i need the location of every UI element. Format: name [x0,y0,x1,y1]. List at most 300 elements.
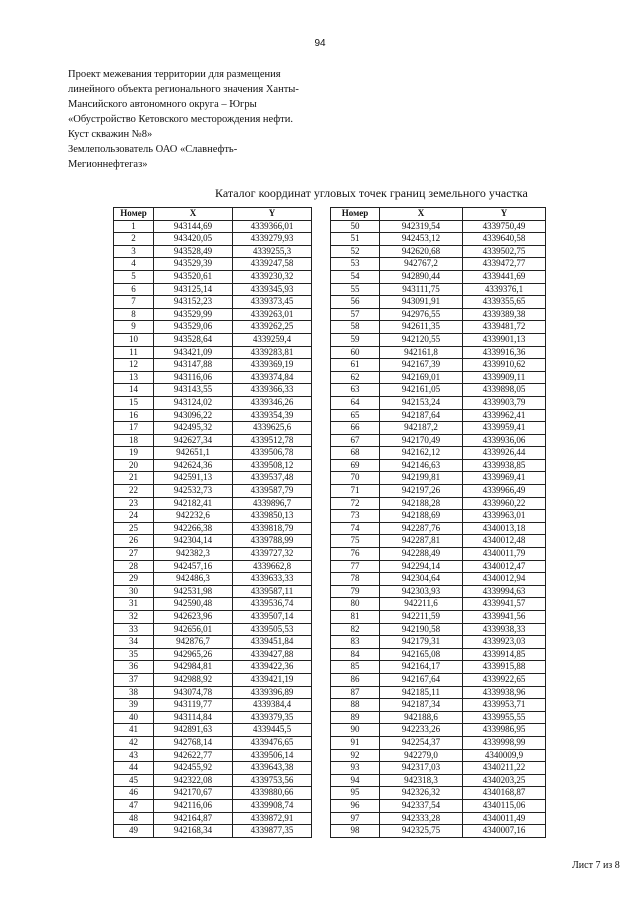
coord-y: 4339640,58 [463,233,546,246]
coord-x: 943421,09 [154,346,233,359]
point-number: 40 [114,711,154,724]
coord-x: 942211,6 [380,598,463,611]
coordinates-table-left [113,207,312,838]
point-number: 8 [114,308,154,321]
table-row [114,560,312,573]
table-row [114,283,312,296]
point-number: 41 [114,724,154,737]
coord-x: 942651,1 [154,447,233,460]
coord-x: 943147,88 [154,359,233,372]
coord-y: 4339753,56 [233,774,312,787]
coord-y: 4339788,99 [233,535,312,548]
coord-y: 4339476,65 [233,736,312,749]
table-row [114,308,312,321]
table-row [114,422,312,435]
coord-y: 4340012,48 [463,535,546,548]
table-row [331,510,546,523]
table-row [331,636,546,649]
table-row [331,749,546,762]
table-row [114,522,312,535]
point-number: 79 [331,585,380,598]
coord-y: 4339366,33 [233,384,312,397]
point-number: 74 [331,522,380,535]
coord-y: 4339366,01 [233,220,312,233]
coord-x: 942187,2 [380,422,463,435]
point-number: 69 [331,459,380,472]
table-row [114,686,312,699]
table-row [114,535,312,548]
coord-x: 942486,3 [154,573,233,586]
coord-y: 4339960,22 [463,497,546,510]
point-number: 73 [331,510,380,523]
coord-x: 943125,14 [154,283,233,296]
coord-x: 942120,55 [380,333,463,346]
point-number: 17 [114,422,154,435]
point-number: 85 [331,661,380,674]
coord-y: 4339506,78 [233,447,312,460]
point-number: 88 [331,699,380,712]
point-number: 76 [331,548,380,561]
table-row [331,233,546,246]
coord-x: 943420,05 [154,233,233,246]
table-row [331,422,546,435]
table-header-row [331,208,546,221]
table-row [114,611,312,624]
coord-x: 943114,84 [154,711,233,724]
coord-x: 942187,34 [380,699,463,712]
table-row [114,749,312,762]
table-row [114,673,312,686]
coord-y: 4339354,39 [233,409,312,422]
coord-y: 4339283,81 [233,346,312,359]
coord-y: 4339537,48 [233,472,312,485]
coord-x: 942627,34 [154,434,233,447]
coord-y: 4339938,96 [463,686,546,699]
coord-x: 942495,32 [154,422,233,435]
point-number: 4 [114,258,154,271]
coord-y: 4339962,41 [463,409,546,422]
point-number: 54 [331,270,380,283]
coord-y: 4339896,7 [233,497,312,510]
coord-y: 4339910,62 [463,359,546,372]
header-x: X [154,208,233,221]
point-number: 53 [331,258,380,271]
coord-x: 942620,68 [380,245,463,258]
coord-y: 4339481,72 [463,321,546,334]
coord-y: 4339909,11 [463,371,546,384]
table-row [331,245,546,258]
coord-y: 4339374,84 [233,371,312,384]
table-row [331,661,546,674]
coord-x: 942337,54 [380,799,463,812]
point-number: 35 [114,648,154,661]
coord-x: 943091,91 [380,296,463,309]
project-line: Мансийского автономного округа – Югры [68,99,257,110]
point-number: 60 [331,346,380,359]
coord-y: 4339355,65 [463,296,546,309]
coord-y: 4339262,25 [233,321,312,334]
table-row [331,308,546,321]
table-row [331,447,546,460]
point-number: 18 [114,434,154,447]
table-row [114,736,312,749]
coord-x: 942768,14 [154,736,233,749]
coord-y: 4339903,79 [463,396,546,409]
point-number: 15 [114,396,154,409]
coord-x: 942623,96 [154,611,233,624]
table-row [331,762,546,775]
coord-y: 4339938,85 [463,459,546,472]
coord-y: 4339505,53 [233,623,312,636]
point-number: 6 [114,283,154,296]
table-row [331,686,546,699]
project-line: «Обустройство Кетовского месторождения нефти. [68,114,293,125]
coord-x: 942988,92 [154,673,233,686]
coord-y: 4339422,36 [233,661,312,674]
table-row [331,623,546,636]
coord-y: 4339938,33 [463,623,546,636]
table-row [331,825,546,838]
point-number: 42 [114,736,154,749]
coord-y: 4339230,32 [233,270,312,283]
coord-y: 4339966,49 [463,485,546,498]
table-row [331,736,546,749]
coord-y: 4339263,01 [233,308,312,321]
coord-x: 942170,67 [154,787,233,800]
table-row [331,333,546,346]
coord-y: 4339587,11 [233,585,312,598]
coord-y: 4339379,35 [233,711,312,724]
table-row [331,774,546,787]
coord-x: 942185,11 [380,686,463,699]
coord-y: 4339625,6 [233,422,312,435]
coord-y: 4339389,38 [463,308,546,321]
coord-y: 4340007,16 [463,825,546,838]
coord-x: 942455,92 [154,762,233,775]
coord-x: 942591,13 [154,472,233,485]
coord-y: 4339872,91 [233,812,312,825]
coord-y: 4340011,49 [463,812,546,825]
table-row [114,296,312,309]
coord-x: 942531,98 [154,585,233,598]
coord-x: 942304,64 [380,573,463,586]
point-number: 38 [114,686,154,699]
coord-x: 942162,12 [380,447,463,460]
point-number: 55 [331,283,380,296]
coord-y: 4340012,47 [463,560,546,573]
header-number: Номер [331,208,380,221]
coord-y: 4339247,58 [233,258,312,271]
coord-y: 4339898,05 [463,384,546,397]
coord-y: 4339955,55 [463,711,546,724]
coord-y: 4339998,99 [463,736,546,749]
table-row [114,233,312,246]
coord-y: 4339926,44 [463,447,546,460]
coord-y: 4339727,32 [233,548,312,561]
coord-y: 4339953,71 [463,699,546,712]
point-number: 94 [331,774,380,787]
point-number: 75 [331,535,380,548]
coord-x: 942767,2 [380,258,463,271]
point-number: 93 [331,762,380,775]
coord-y: 4340012,94 [463,573,546,586]
coord-x: 943529,99 [154,308,233,321]
coord-y: 4340009,9 [463,749,546,762]
coord-x: 942167,39 [380,359,463,372]
coord-x: 942188,69 [380,510,463,523]
coord-y: 4339373,45 [233,296,312,309]
coord-y: 4339259,4 [233,333,312,346]
table-row [114,270,312,283]
table-row [114,472,312,485]
coord-x: 942965,26 [154,648,233,661]
coord-x: 942322,08 [154,774,233,787]
point-number: 33 [114,623,154,636]
coord-x: 943528,64 [154,333,233,346]
coord-x: 943528,49 [154,245,233,258]
coord-y: 4339384,4 [233,699,312,712]
header-number: Номер [114,208,154,221]
table-row [114,245,312,258]
coord-x: 942279,0 [380,749,463,762]
point-number: 27 [114,548,154,561]
coord-x: 942976,55 [380,308,463,321]
point-number: 82 [331,623,380,636]
point-number: 62 [331,371,380,384]
point-number: 49 [114,825,154,838]
coord-y: 4339427,88 [233,648,312,661]
point-number: 48 [114,812,154,825]
table-row [331,434,546,447]
coord-x: 943520,61 [154,270,233,283]
coord-x: 942325,75 [380,825,463,838]
coord-y: 4339508,12 [233,459,312,472]
coord-y: 4339914,85 [463,648,546,661]
table-row [114,799,312,812]
table-row [331,359,546,372]
project-description [68,67,368,172]
coord-x: 942287,81 [380,535,463,548]
coord-x: 942197,26 [380,485,463,498]
coord-y: 4339472,77 [463,258,546,271]
coord-y: 4339421,19 [233,673,312,686]
point-number: 91 [331,736,380,749]
point-number: 1 [114,220,154,233]
point-number: 56 [331,296,380,309]
point-number: 11 [114,346,154,359]
coord-y: 4340115,06 [463,799,546,812]
point-number: 30 [114,585,154,598]
point-number: 39 [114,699,154,712]
table-row [331,459,546,472]
coord-y: 4339441,69 [463,270,546,283]
table-row [331,799,546,812]
point-number: 5 [114,270,154,283]
project-line: линейного объекта регионального значения Ханты- [68,84,299,95]
table-row [114,384,312,397]
point-number: 80 [331,598,380,611]
coord-y: 4339506,14 [233,749,312,762]
coord-x: 943124,02 [154,396,233,409]
point-number: 25 [114,522,154,535]
coord-x: 942453,12 [380,233,463,246]
table-row [331,673,546,686]
coord-y: 4339346,26 [233,396,312,409]
table-row [331,611,546,624]
coord-y: 4339994,63 [463,585,546,598]
coord-x: 943529,06 [154,321,233,334]
coord-y: 4339396,89 [233,686,312,699]
coord-x: 942168,34 [154,825,233,838]
coord-x: 942169,01 [380,371,463,384]
coord-y: 4339643,38 [233,762,312,775]
coord-x: 942303,93 [380,585,463,598]
point-number: 20 [114,459,154,472]
table-row [331,598,546,611]
table-row [114,711,312,724]
table-row [331,321,546,334]
coord-x: 942164,17 [380,661,463,674]
table-row [114,346,312,359]
project-line: Проект межевания территории для размещения [68,69,281,80]
coord-x: 942326,32 [380,787,463,800]
table-row [331,699,546,712]
table-row [331,283,546,296]
table-row [331,270,546,283]
table-row [114,598,312,611]
table-row [114,321,312,334]
table-row [114,661,312,674]
point-number: 47 [114,799,154,812]
coord-y: 4339376,1 [463,283,546,296]
table-row [331,787,546,800]
coord-y: 4339877,35 [233,825,312,838]
table-row [331,396,546,409]
table-row [331,573,546,586]
page-number: 94 [314,38,326,49]
point-number: 84 [331,648,380,661]
coord-y: 4339345,93 [233,283,312,296]
coord-x: 942891,63 [154,724,233,737]
point-number: 45 [114,774,154,787]
table-row [331,371,546,384]
point-number: 81 [331,611,380,624]
coord-y: 4339901,13 [463,333,546,346]
point-number: 44 [114,762,154,775]
coord-x: 942179,31 [380,636,463,649]
coord-x: 942161,05 [380,384,463,397]
table-row [331,296,546,309]
point-number: 70 [331,472,380,485]
sheet-label: Лист 7 из 8 [572,860,620,871]
point-number: 3 [114,245,154,258]
header-y: Y [233,208,312,221]
point-number: 28 [114,560,154,573]
point-number: 57 [331,308,380,321]
coord-y: 4339922,65 [463,673,546,686]
table-row [331,535,546,548]
coord-y: 4339916,36 [463,346,546,359]
coord-x: 942199,81 [380,472,463,485]
coord-y: 4339279,93 [233,233,312,246]
table-row [331,711,546,724]
coord-y: 4339451,84 [233,636,312,649]
point-number: 66 [331,422,380,435]
coord-y: 4339512,78 [233,434,312,447]
table-row [331,346,546,359]
coord-y: 4339969,41 [463,472,546,485]
point-number: 14 [114,384,154,397]
coord-x: 942153,24 [380,396,463,409]
point-number: 97 [331,812,380,825]
table-row [114,623,312,636]
point-number: 86 [331,673,380,686]
coord-x: 943111,75 [380,283,463,296]
point-number: 72 [331,497,380,510]
point-number: 32 [114,611,154,624]
coord-y: 4340203,25 [463,774,546,787]
coord-y: 4340168,87 [463,787,546,800]
point-number: 77 [331,560,380,573]
coord-x: 942304,14 [154,535,233,548]
table-row [331,648,546,661]
table-row [331,724,546,737]
table-row [114,359,312,372]
coord-x: 942457,16 [154,560,233,573]
point-number: 71 [331,485,380,498]
point-number: 16 [114,409,154,422]
point-number: 64 [331,396,380,409]
coord-x: 942165,08 [380,648,463,661]
coord-x: 942656,01 [154,623,233,636]
table-row [114,636,312,649]
table-row [114,787,312,800]
coord-x: 942146,63 [380,459,463,472]
header-y: Y [463,208,546,221]
point-number: 37 [114,673,154,686]
point-number: 2 [114,233,154,246]
coord-y: 4339536,74 [233,598,312,611]
table-row [114,510,312,523]
coord-x: 942590,48 [154,598,233,611]
coord-x: 942611,35 [380,321,463,334]
project-line: Куст скважин №8» [68,129,153,140]
coord-x: 943144,69 [154,220,233,233]
table-row [114,333,312,346]
table-row [331,258,546,271]
coord-y: 4339750,49 [463,220,546,233]
coord-x: 943096,22 [154,409,233,422]
table-row [331,497,546,510]
coord-x: 943119,77 [154,699,233,712]
coord-y: 4340013,18 [463,522,546,535]
coord-x: 943116,06 [154,371,233,384]
point-number: 21 [114,472,154,485]
table-row [114,724,312,737]
project-line: Землепользователь ОАО «Славнефть- [68,144,238,155]
point-number: 87 [331,686,380,699]
coord-x: 942532,73 [154,485,233,498]
coord-x: 942188,6 [380,711,463,724]
coord-x: 942116,06 [154,799,233,812]
coord-x: 942164,87 [154,812,233,825]
point-number: 67 [331,434,380,447]
table-row [114,409,312,422]
table-row [114,485,312,498]
table-row [331,585,546,598]
coord-y: 4339915,88 [463,661,546,674]
point-number: 29 [114,573,154,586]
